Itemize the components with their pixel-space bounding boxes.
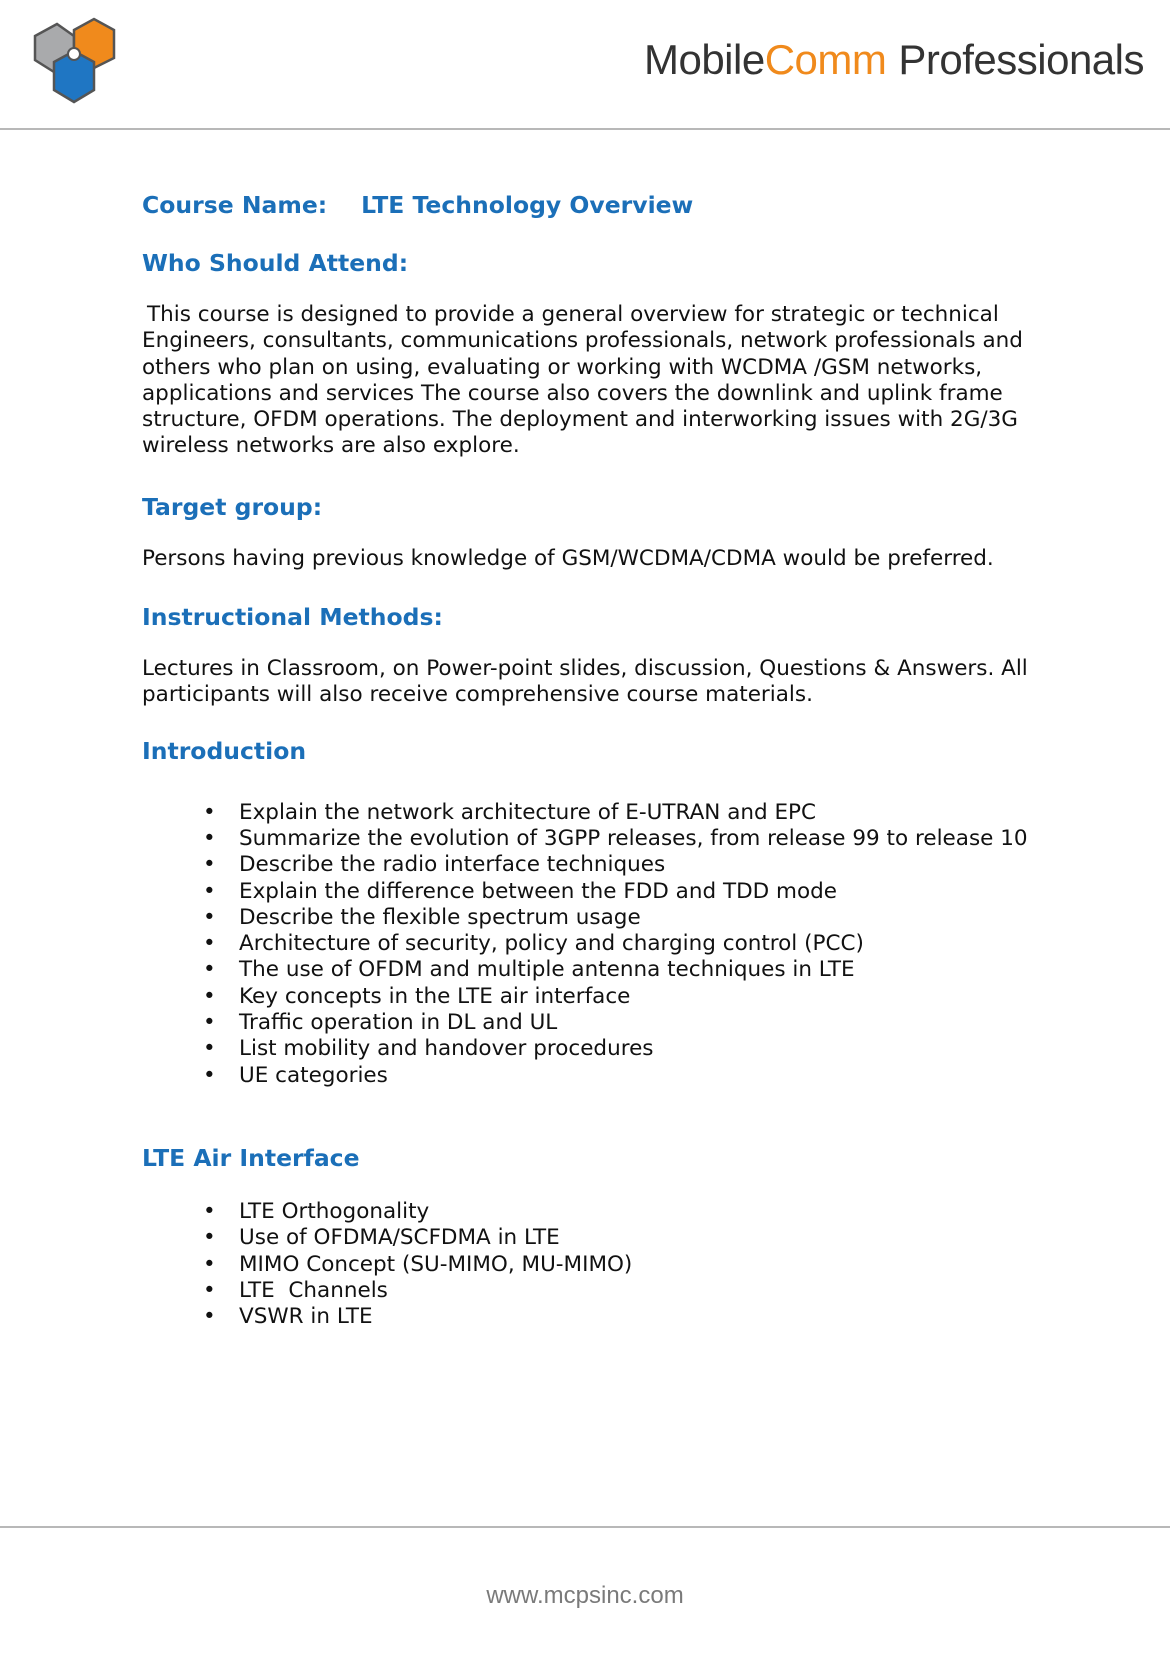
instructional-methods-text: Lectures in Classroom, on Power-point slides, discussion, Questions & Answers. All participants will also receive comprehensive course materials. xyxy=(142,656,1028,708)
bullet-icon: • xyxy=(203,1251,216,1277)
list-item: • Key concepts in the LTE air interface xyxy=(203,983,631,1009)
list-item: • Summarize the evolution of 3GPP releases, from release 99 to release 10 xyxy=(203,825,1028,851)
document-body xyxy=(142,190,1032,1330)
bullet-icon: • xyxy=(203,904,216,930)
bullet-icon: • xyxy=(203,957,216,983)
bullet-icon: • xyxy=(203,1225,216,1251)
bullet-icon: • xyxy=(203,1304,216,1330)
introduction-heading: Introduction xyxy=(142,736,307,765)
list-item: • Explain the difference between the FDD and TDD mode xyxy=(203,878,837,904)
list-item: • VSWR in LTE xyxy=(203,1304,373,1330)
footer-divider xyxy=(0,1526,1170,1528)
list-item: • MIMO Concept (SU-MIMO, MU-MIMO) xyxy=(203,1251,633,1277)
list-item: • List mobility and handover procedures xyxy=(203,1036,654,1062)
course-name-label: Course Name: xyxy=(142,191,328,219)
bullet-icon: • xyxy=(203,931,216,957)
target-group-text: Persons having previous knowledge of GSM/WCDMA/CDMA would be preferred. xyxy=(142,545,994,571)
list-item: • UE categories xyxy=(203,1062,388,1088)
bullet-icon: • xyxy=(203,825,216,851)
list-item: • LTE Orthogonality xyxy=(203,1198,430,1224)
list-item: • Use of OFDMA/SCFDMA in LTE xyxy=(203,1225,560,1251)
list-item: • Explain the network architecture of E-UTRAN and EPC xyxy=(203,799,817,825)
lte-air-interface-heading: LTE Air Interface xyxy=(142,1143,360,1172)
list-item: • Traffic operation in DL and UL xyxy=(203,1010,558,1036)
list-item: • LTE Channels xyxy=(203,1277,388,1303)
bullet-icon: • xyxy=(203,1062,216,1088)
bullet-icon: • xyxy=(203,1198,216,1224)
list-item: • Describe the radio interface techniques xyxy=(203,852,666,878)
instructional-methods-heading: Instructional Methods: xyxy=(142,603,443,632)
footer-website-url: www.mcpsinc.com xyxy=(486,1582,684,1609)
bullet-icon: • xyxy=(203,1277,216,1303)
bullet-icon: • xyxy=(203,878,216,904)
list-item: • Architecture of security, policy and charging control (PCC) xyxy=(203,931,864,957)
course-name-value: LTE Technology Overview xyxy=(361,191,694,219)
course-name-line xyxy=(142,190,1032,220)
list-item: • The use of OFDM and multiple antenna techniques in LTE xyxy=(203,957,855,983)
brand-part-mobile: Mobile xyxy=(643,36,765,83)
list-item: • Describe the flexible spectrum usage xyxy=(203,904,641,930)
target-group-heading: Target group: xyxy=(142,492,323,521)
bullet-icon: • xyxy=(203,799,216,825)
brand-part-comm: Comm xyxy=(764,36,887,83)
air-interface-list xyxy=(142,1199,1032,1330)
header-divider xyxy=(0,128,1170,130)
brand-part-professionals: Professionals xyxy=(898,36,1144,83)
who-should-attend-text: This course is designed to provide a general overview for strategic or technical Engineers, consultants, communications professionals, network professionals and others who plan on using, evaluating or working with WCDMA /GSM networks, applications and services The course also covers the downlink and uplink frame structure, OFDM operations. The deployment and interworking issues with 2G/3G wireless networks are also explore. xyxy=(142,302,1023,459)
introduction-list xyxy=(142,800,1032,1089)
who-should-attend-heading: Who Should Attend: xyxy=(142,249,409,277)
bullet-icon: • xyxy=(203,1036,216,1062)
bullet-icon: • xyxy=(203,983,216,1009)
bullet-icon: • xyxy=(203,852,216,878)
company-logo-icon xyxy=(32,16,118,112)
brand-wordmark xyxy=(644,36,1144,84)
bullet-icon: • xyxy=(203,1010,216,1036)
